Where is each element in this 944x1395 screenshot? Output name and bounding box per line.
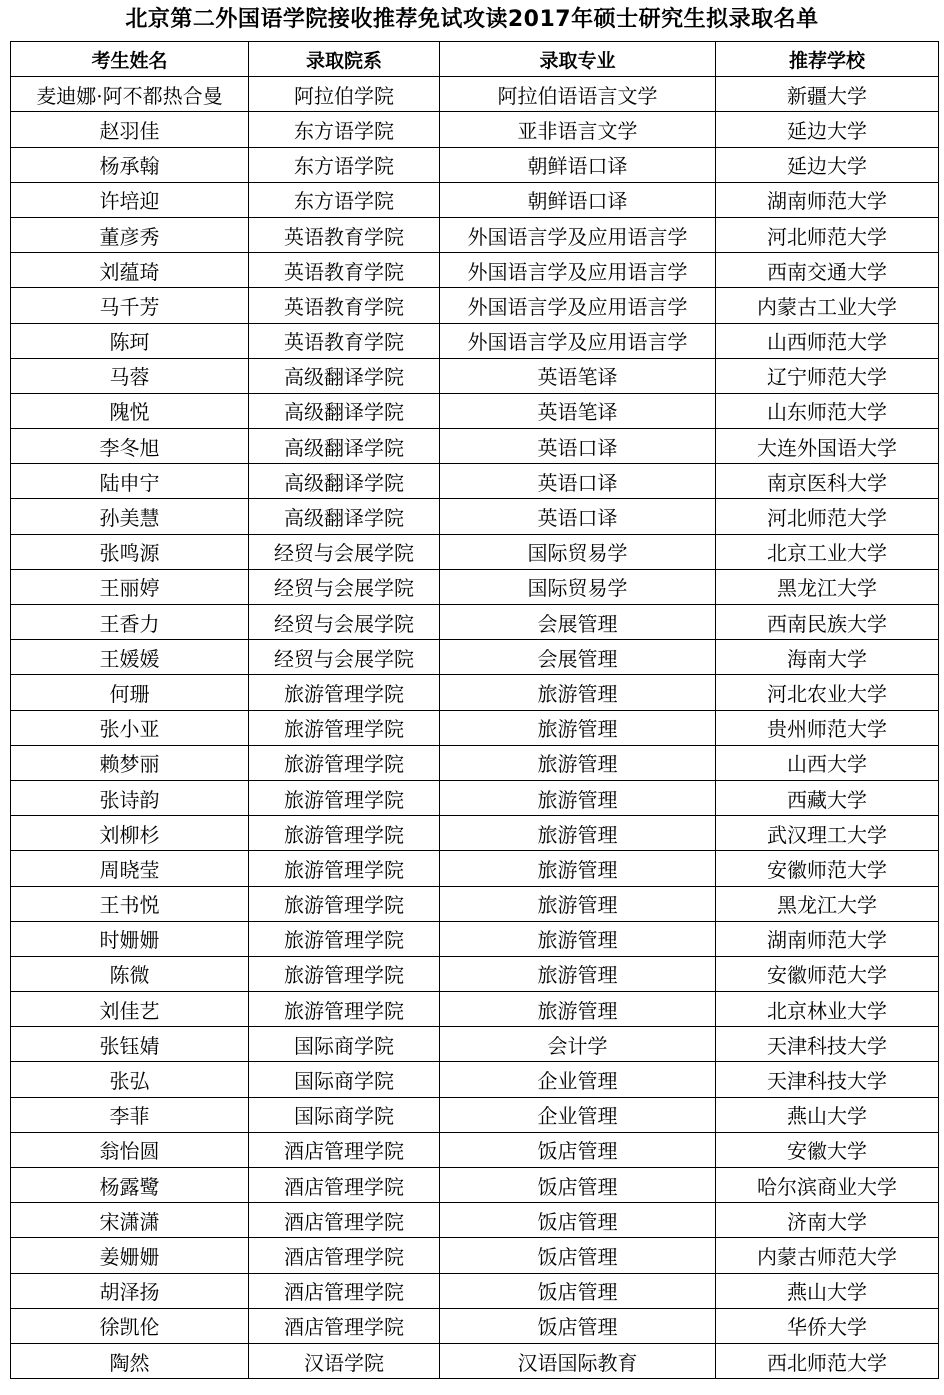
candidate-name-cell: 李冬旭: [11, 429, 249, 464]
table-row: [11, 640, 939, 675]
department-cell: 国际商学院: [249, 1027, 440, 1062]
candidate-name-cell: 张鸣源: [11, 534, 249, 569]
table-row: [11, 675, 939, 710]
recommending-school-cell: 安徽大学: [716, 1132, 939, 1167]
recommending-school-cell: 大连外国语大学: [716, 429, 939, 464]
recommending-school-cell: 哈尔滨商业大学: [716, 1168, 939, 1203]
candidate-name-cell: 刘佳艺: [11, 992, 249, 1027]
table-row: [11, 77, 939, 112]
candidate-name-cell: 赵羽佳: [11, 112, 249, 147]
candidate-name-cell: 李菲: [11, 1097, 249, 1132]
candidate-name-cell: 王书悦: [11, 886, 249, 921]
recommending-school-cell: 山西师范大学: [716, 323, 939, 358]
department-cell: 旅游管理学院: [249, 992, 440, 1027]
department-cell: 高级翻译学院: [249, 499, 440, 534]
recommending-school-cell: 河北师范大学: [716, 499, 939, 534]
major-cell: 外国语言学及应用语言学: [440, 253, 716, 288]
candidate-name-cell: 何珊: [11, 675, 249, 710]
major-cell: 旅游管理: [440, 745, 716, 780]
recommending-school-cell: 天津科技大学: [716, 1027, 939, 1062]
major-cell: 企业管理: [440, 1062, 716, 1097]
major-cell: 会展管理: [440, 640, 716, 675]
table-row: [11, 1168, 939, 1203]
recommending-school-cell: 西北师范大学: [716, 1343, 939, 1378]
major-cell: 旅游管理: [440, 780, 716, 815]
table-row: [11, 534, 939, 569]
recommending-school-cell: 西南交通大学: [716, 253, 939, 288]
candidate-name-cell: 马千芳: [11, 288, 249, 323]
major-cell: 英语口译: [440, 429, 716, 464]
candidate-name-cell: 麦迪娜·阿不都热合曼: [11, 77, 249, 112]
major-cell: 英语口译: [440, 499, 716, 534]
department-cell: 东方语学院: [249, 147, 440, 182]
table-row: [11, 816, 939, 851]
major-cell: 国际贸易学: [440, 569, 716, 604]
table-row: [11, 393, 939, 428]
major-cell: 旅游管理: [440, 921, 716, 956]
candidate-name-cell: 陈珂: [11, 323, 249, 358]
department-cell: 东方语学院: [249, 182, 440, 217]
candidate-name-cell: 徐凯伦: [11, 1308, 249, 1343]
department-cell: 酒店管理学院: [249, 1273, 440, 1308]
recommending-school-cell: 武汉理工大学: [716, 816, 939, 851]
table-row: [11, 323, 939, 358]
table-row: [11, 780, 939, 815]
table-row: [11, 1132, 939, 1167]
recommending-school-cell: 河北师范大学: [716, 217, 939, 252]
table-row: [11, 147, 939, 182]
department-cell: 经贸与会展学院: [249, 569, 440, 604]
candidate-name-cell: 王丽婷: [11, 569, 249, 604]
major-cell: 外国语言学及应用语言学: [440, 217, 716, 252]
major-cell: 旅游管理: [440, 992, 716, 1027]
department-cell: 高级翻译学院: [249, 464, 440, 499]
department-cell: 东方语学院: [249, 112, 440, 147]
candidate-name-cell: 王媛媛: [11, 640, 249, 675]
major-cell: 旅游管理: [440, 675, 716, 710]
table-row: [11, 217, 939, 252]
major-cell: 国际贸易学: [440, 534, 716, 569]
table-row: [11, 1238, 939, 1273]
recommending-school-cell: 南京医科大学: [716, 464, 939, 499]
admission-table: [10, 41, 939, 1379]
recommending-school-cell: 西藏大学: [716, 780, 939, 815]
recommending-school-cell: 黑龙江大学: [716, 569, 939, 604]
candidate-name-cell: 张小亚: [11, 710, 249, 745]
department-cell: 汉语学院: [249, 1343, 440, 1378]
major-cell: 汉语国际教育: [440, 1343, 716, 1378]
recommending-school-cell: 新疆大学: [716, 77, 939, 112]
major-cell: 英语笔译: [440, 358, 716, 393]
department-cell: 经贸与会展学院: [249, 640, 440, 675]
recommending-school-cell: 西南民族大学: [716, 605, 939, 640]
table-row: [11, 1308, 939, 1343]
major-cell: 饭店管理: [440, 1203, 716, 1238]
table-header: [11, 42, 939, 77]
table-row: [11, 1027, 939, 1062]
major-cell: 饭店管理: [440, 1273, 716, 1308]
recommending-school-cell: 湖南师范大学: [716, 182, 939, 217]
department-cell: 英语教育学院: [249, 288, 440, 323]
candidate-name-cell: 隗悦: [11, 393, 249, 428]
column-header-major: 录取专业: [440, 42, 716, 77]
candidate-name-cell: 杨露鹭: [11, 1168, 249, 1203]
table-row: [11, 956, 939, 991]
recommending-school-cell: 内蒙古师范大学: [716, 1238, 939, 1273]
candidate-name-cell: 胡泽扬: [11, 1273, 249, 1308]
department-cell: 经贸与会展学院: [249, 534, 440, 569]
candidate-name-cell: 刘蕴琦: [11, 253, 249, 288]
table-row: [11, 358, 939, 393]
major-cell: 饭店管理: [440, 1168, 716, 1203]
table-row: [11, 1343, 939, 1378]
candidate-name-cell: 周晓莹: [11, 851, 249, 886]
table-row: [11, 1273, 939, 1308]
column-header-department: 录取院系: [249, 42, 440, 77]
table-row: [11, 253, 939, 288]
candidate-name-cell: 张弘: [11, 1062, 249, 1097]
table-row: [11, 851, 939, 886]
department-cell: 英语教育学院: [249, 217, 440, 252]
major-cell: 旅游管理: [440, 816, 716, 851]
major-cell: 饭店管理: [440, 1132, 716, 1167]
table-row: [11, 921, 939, 956]
recommending-school-cell: 内蒙古工业大学: [716, 288, 939, 323]
major-cell: 企业管理: [440, 1097, 716, 1132]
department-cell: 酒店管理学院: [249, 1203, 440, 1238]
department-cell: 旅游管理学院: [249, 816, 440, 851]
column-header-school: 推荐学校: [716, 42, 939, 77]
department-cell: 英语教育学院: [249, 323, 440, 358]
table-row: [11, 429, 939, 464]
major-cell: 英语笔译: [440, 393, 716, 428]
recommending-school-cell: 华侨大学: [716, 1308, 939, 1343]
candidate-name-cell: 时姗姗: [11, 921, 249, 956]
table-row: [11, 499, 939, 534]
candidate-name-cell: 张钰婧: [11, 1027, 249, 1062]
recommending-school-cell: 延边大学: [716, 112, 939, 147]
major-cell: 旅游管理: [440, 886, 716, 921]
table-body: [11, 77, 939, 1379]
department-cell: 旅游管理学院: [249, 675, 440, 710]
recommending-school-cell: 天津科技大学: [716, 1062, 939, 1097]
table-row: [11, 112, 939, 147]
major-cell: 朝鲜语口译: [440, 182, 716, 217]
major-cell: 饭店管理: [440, 1238, 716, 1273]
recommending-school-cell: 山西大学: [716, 745, 939, 780]
major-cell: 旅游管理: [440, 710, 716, 745]
department-cell: 经贸与会展学院: [249, 605, 440, 640]
candidate-name-cell: 刘柳杉: [11, 816, 249, 851]
candidate-name-cell: 陶然: [11, 1343, 249, 1378]
table-row: [11, 464, 939, 499]
table-row: [11, 605, 939, 640]
table-row: [11, 1097, 939, 1132]
candidate-name-cell: 赖梦丽: [11, 745, 249, 780]
candidate-name-cell: 翁怡圆: [11, 1132, 249, 1167]
major-cell: 亚非语言文学: [440, 112, 716, 147]
department-cell: 旅游管理学院: [249, 710, 440, 745]
department-cell: 旅游管理学院: [249, 851, 440, 886]
major-cell: 阿拉伯语语言文学: [440, 77, 716, 112]
department-cell: 高级翻译学院: [249, 393, 440, 428]
department-cell: 旅游管理学院: [249, 780, 440, 815]
candidate-name-cell: 陆申宁: [11, 464, 249, 499]
candidate-name-cell: 姜姗姗: [11, 1238, 249, 1273]
recommending-school-cell: 辽宁师范大学: [716, 358, 939, 393]
department-cell: 旅游管理学院: [249, 956, 440, 991]
document-title: 北京第二外国语学院接收推荐免试攻读2017年硕士研究生拟录取名单: [125, 7, 819, 32]
candidate-name-cell: 许培迎: [11, 182, 249, 217]
department-cell: 国际商学院: [249, 1097, 440, 1132]
table-row: [11, 182, 939, 217]
department-cell: 国际商学院: [249, 1062, 440, 1097]
department-cell: 阿拉伯学院: [249, 77, 440, 112]
header-row: [11, 42, 939, 77]
recommending-school-cell: 山东师范大学: [716, 393, 939, 428]
department-cell: 旅游管理学院: [249, 921, 440, 956]
candidate-name-cell: 孙美慧: [11, 499, 249, 534]
department-cell: 旅游管理学院: [249, 886, 440, 921]
candidate-name-cell: 杨承翰: [11, 147, 249, 182]
recommending-school-cell: 河北农业大学: [716, 675, 939, 710]
table-row: [11, 710, 939, 745]
table-row: [11, 569, 939, 604]
department-cell: 高级翻译学院: [249, 358, 440, 393]
table-row: [11, 288, 939, 323]
candidate-name-cell: 董彦秀: [11, 217, 249, 252]
recommending-school-cell: 燕山大学: [716, 1273, 939, 1308]
recommending-school-cell: 湖南师范大学: [716, 921, 939, 956]
recommending-school-cell: 燕山大学: [716, 1097, 939, 1132]
recommending-school-cell: 安徽师范大学: [716, 956, 939, 991]
major-cell: 会展管理: [440, 605, 716, 640]
major-cell: 会计学: [440, 1027, 716, 1062]
candidate-name-cell: 陈微: [11, 956, 249, 991]
recommending-school-cell: 黑龙江大学: [716, 886, 939, 921]
candidate-name-cell: 张诗韵: [11, 780, 249, 815]
major-cell: 外国语言学及应用语言学: [440, 288, 716, 323]
department-cell: 酒店管理学院: [249, 1168, 440, 1203]
major-cell: 旅游管理: [440, 956, 716, 991]
candidate-name-cell: 王香力: [11, 605, 249, 640]
column-header-name: 考生姓名: [11, 42, 249, 77]
recommending-school-cell: 贵州师范大学: [716, 710, 939, 745]
department-cell: 酒店管理学院: [249, 1238, 440, 1273]
recommending-school-cell: 海南大学: [716, 640, 939, 675]
recommending-school-cell: 北京工业大学: [716, 534, 939, 569]
recommending-school-cell: 北京林业大学: [716, 992, 939, 1027]
department-cell: 高级翻译学院: [249, 429, 440, 464]
major-cell: 朝鲜语口译: [440, 147, 716, 182]
table-row: [11, 886, 939, 921]
table-row: [11, 992, 939, 1027]
table-row: [11, 745, 939, 780]
department-cell: 酒店管理学院: [249, 1308, 440, 1343]
department-cell: 旅游管理学院: [249, 745, 440, 780]
candidate-name-cell: 宋潇潇: [11, 1203, 249, 1238]
recommending-school-cell: 济南大学: [716, 1203, 939, 1238]
recommending-school-cell: 延边大学: [716, 147, 939, 182]
candidate-name-cell: 马蓉: [11, 358, 249, 393]
recommending-school-cell: 安徽师范大学: [716, 851, 939, 886]
major-cell: 英语口译: [440, 464, 716, 499]
major-cell: 旅游管理: [440, 851, 716, 886]
department-cell: 英语教育学院: [249, 253, 440, 288]
major-cell: 饭店管理: [440, 1308, 716, 1343]
table-row: [11, 1203, 939, 1238]
major-cell: 外国语言学及应用语言学: [440, 323, 716, 358]
department-cell: 酒店管理学院: [249, 1132, 440, 1167]
table-row: [11, 1062, 939, 1097]
